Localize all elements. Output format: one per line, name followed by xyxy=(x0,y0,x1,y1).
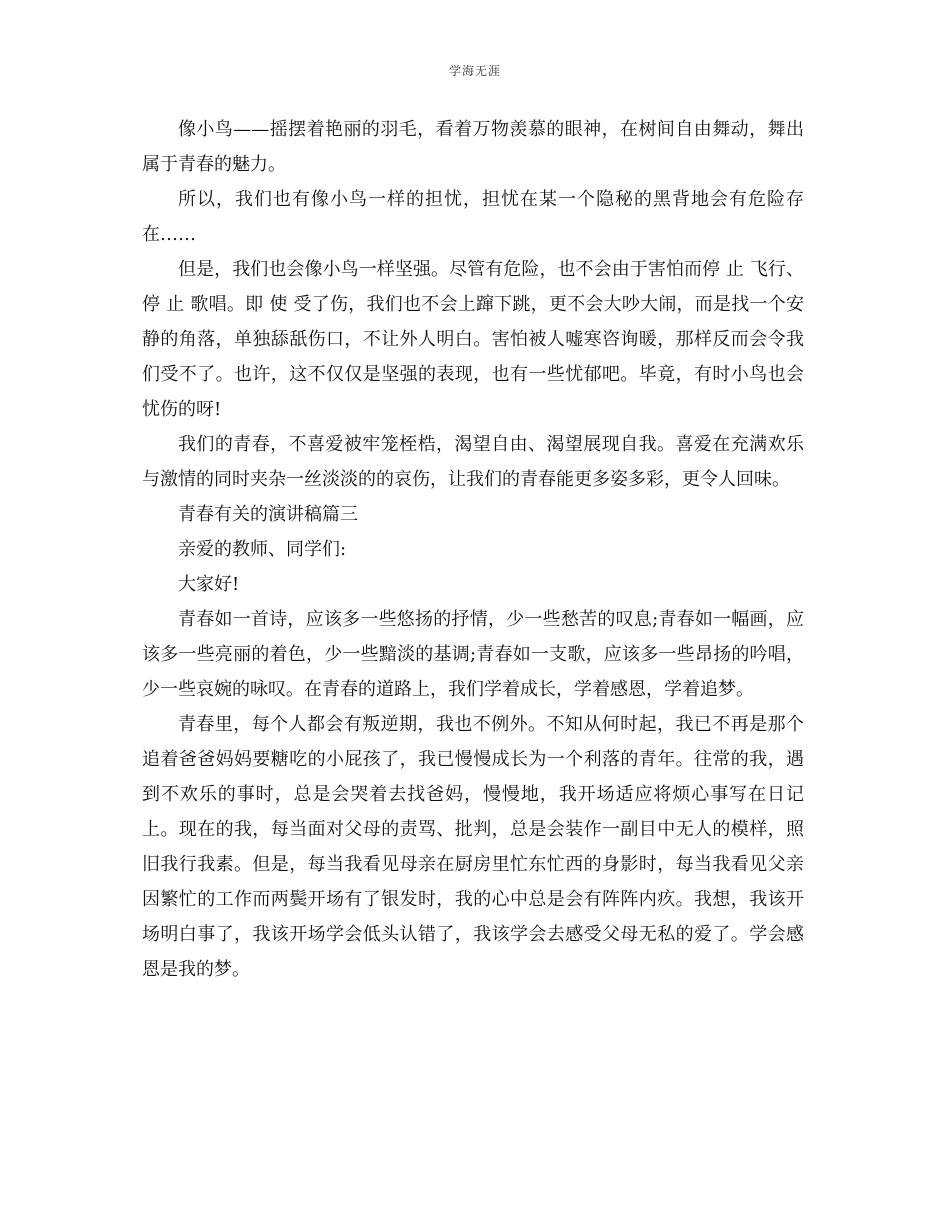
paragraph: 所以，我们也有像小鸟一样的担忧，担忧在某一个隐秘的黑背地会有危险存在…… xyxy=(142,189,804,245)
salutation: 亲爱的教师、同学们: xyxy=(178,539,347,560)
section-heading: 青春有关的演讲稿篇三 xyxy=(178,504,358,525)
document-body xyxy=(142,112,804,987)
page-header: 学海无涯 xyxy=(448,64,501,78)
paragraph: 像小鸟——摇摆着艳丽的羽毛，看着万物羡慕的眼神，在树间自由舞动，舞出属于青春的魅力。 xyxy=(142,119,804,175)
paragraph: 但是，我们也会像小鸟一样坚强。尽管有危险，也不会由于害怕而停 止 飞行、停 止 歌唱。即 使 受了伤，我们也不会上蹿下跳，更不会大吵大闹，而是找一个安静的角落，单独舔舐伤口，不让外人明白。害怕被人嘘寒咨询暖，那样反而会令我们受不了。也许，这不仅仅是坚强的表现，也有一些忧郁吧。毕竟，有时小鸟也会忧伤的呀! xyxy=(142,259,804,420)
greeting: 大家好! xyxy=(178,574,240,595)
paragraph: 青春里，每个人都会有叛逆期，我也不例外。不知从何时起，我已不再是那个追着爸爸妈妈要糖吃的小屁孩了，我已慢慢成长为一个利落的青年。往常的我，遇到不欢乐的事时，总是会哭着去找爸妈，慢慢地，我开场适应将烦心事写在日记上。现在的我，每当面对父母的责骂、批判，总是会装作一副目中无人的模样，照旧我行我素。但是，每当我看见母亲在厨房里忙东忙西的身影时，每当我看见父亲因繁忙的工作而两鬓开场有了银发时，我的心中总是会有阵阵内疚。我想，我该开场明白事了，我该开场学会低头认错了，我该学会去感受父母无私的爱了。学会感恩是我的梦。 xyxy=(142,714,804,980)
paragraph: 我们的青春，不喜爱被牢笼桎梏，渴望自由、渴望展现自我。喜爱在充满欢乐与激情的同时夹杂一丝淡淡的的哀伤，让我们的青春能更多姿多彩，更令人回味。 xyxy=(142,434,804,490)
paragraph: 青春如一首诗，应该多一些悠扬的抒情，少一些愁苦的叹息;青春如一幅画，应该多一些亮丽的着色，少一些黯淡的基调;青春如一支歌，应该多一些昂扬的吟唱，少一些哀婉的咏叹。在青春的道路上，我们学着成长，学着感恩，学着追梦。 xyxy=(142,609,804,700)
